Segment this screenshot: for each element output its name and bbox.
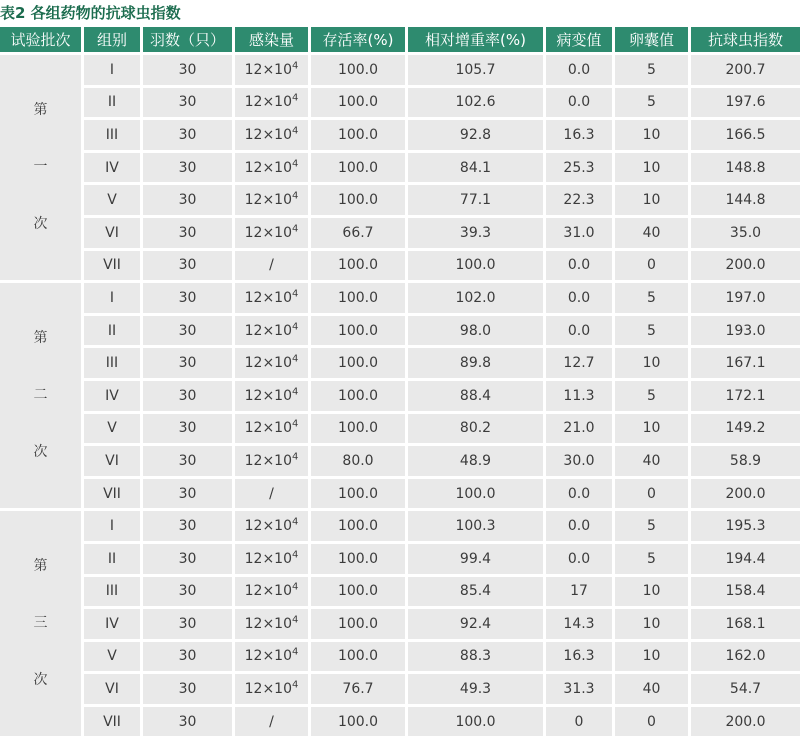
cell-lesion: 25.3 — [546, 153, 615, 186]
infection-exponent: 4 — [291, 646, 299, 658]
cell-survival: 100.0 — [311, 642, 408, 675]
col-header-weight-gain: 相对增重率(%) — [408, 27, 546, 55]
infection-exponent: 4 — [291, 92, 299, 104]
cell-survival: 76.7 — [311, 674, 408, 707]
cell-oocyst: 0 — [615, 251, 691, 284]
cell-infection: $12\times 10^4$ — [235, 348, 311, 381]
cell-index: 168.1 — [691, 609, 800, 642]
batch-label-char: 次 — [33, 444, 48, 461]
table-row — [0, 707, 800, 739]
cell-group: IV — [84, 381, 143, 414]
cell-oocyst: 10 — [615, 642, 691, 675]
cell-infection: $12\times 10^4$ — [235, 218, 311, 251]
cell-birds: 30 — [143, 283, 235, 316]
cell-birds: 30 — [143, 153, 235, 186]
cell-index: 200.0 — [691, 707, 800, 739]
cell-index: 195.3 — [691, 511, 800, 544]
cell-oocyst: 10 — [615, 414, 691, 447]
cell-weight-gain: 102.0 — [408, 283, 546, 316]
cell-birds: 30 — [143, 609, 235, 642]
cell-infection: / — [235, 251, 311, 284]
cell-lesion: 31.3 — [546, 674, 615, 707]
table-row — [0, 153, 800, 186]
batch-label-char: 二 — [33, 387, 48, 404]
batch-vertical-label — [0, 558, 81, 689]
cell-index: 54.7 — [691, 674, 800, 707]
cell-group: VI — [84, 674, 143, 707]
cell-weight-gain: 100.3 — [408, 511, 546, 544]
cell-oocyst: 5 — [615, 316, 691, 349]
infection-exponent: 4 — [291, 386, 299, 398]
cell-birds: 30 — [143, 446, 235, 479]
cell-survival: 100.0 — [311, 153, 408, 186]
cell-weight-gain: 49.3 — [408, 674, 546, 707]
cell-weight-gain: 98.0 — [408, 316, 546, 349]
cell-weight-gain: 92.8 — [408, 120, 546, 153]
col-header-infection: 感染量 — [235, 27, 311, 55]
cell-group: I — [84, 511, 143, 544]
cell-lesion: 0.0 — [546, 544, 615, 577]
cell-birds: 30 — [143, 642, 235, 675]
infection-exponent: 4 — [291, 353, 299, 365]
cell-birds: 30 — [143, 55, 235, 88]
cell-oocyst: 5 — [615, 88, 691, 121]
batch-label-char: 一 — [33, 159, 48, 176]
cell-weight-gain: 84.1 — [408, 153, 546, 186]
cell-weight-gain: 88.3 — [408, 642, 546, 675]
infection-exponent: 4 — [291, 614, 299, 626]
cell-infection: $12\times 10^4$ — [235, 414, 311, 447]
cell-lesion: 14.3 — [546, 609, 615, 642]
cell-index: 200.0 — [691, 251, 800, 284]
table-row — [0, 544, 800, 577]
cell-infection: $12\times 10^4$ — [235, 511, 311, 544]
infection-exponent: 4 — [291, 157, 299, 169]
cell-infection: $12\times 10^4$ — [235, 283, 311, 316]
infection-exponent: 4 — [291, 125, 299, 137]
cell-lesion: 16.3 — [546, 642, 615, 675]
cell-index: 58.9 — [691, 446, 800, 479]
cell-group: I — [84, 283, 143, 316]
cell-weight-gain: 105.7 — [408, 55, 546, 88]
table-row — [0, 609, 800, 642]
cell-birds: 30 — [143, 577, 235, 610]
cell-lesion: 0.0 — [546, 479, 615, 512]
cell-oocyst: 40 — [615, 446, 691, 479]
cell-lesion: 11.3 — [546, 381, 615, 414]
cell-oocyst: 5 — [615, 511, 691, 544]
table-row — [0, 674, 800, 707]
cell-index: 158.4 — [691, 577, 800, 610]
infection-exponent: 4 — [291, 60, 299, 72]
cell-oocyst: 10 — [615, 153, 691, 186]
cell-index: 144.8 — [691, 185, 800, 218]
cell-index: 200.0 — [691, 479, 800, 512]
table-body — [0, 55, 800, 739]
infection-exponent: 4 — [291, 549, 299, 561]
infection-exponent: 4 — [291, 223, 299, 235]
table-row — [0, 577, 800, 610]
cell-infection: $12\times 10^4$ — [235, 55, 311, 88]
col-header-survival: 存活率(%) — [311, 27, 408, 55]
cell-lesion: 12.7 — [546, 348, 615, 381]
cell-birds: 30 — [143, 544, 235, 577]
table-row — [0, 218, 800, 251]
cell-birds: 30 — [143, 381, 235, 414]
col-header-batch: 试验批次 — [0, 27, 84, 55]
table-header — [0, 27, 800, 55]
infection-exponent: 4 — [291, 320, 299, 332]
table-row — [0, 55, 800, 88]
cell-group: IV — [84, 609, 143, 642]
cell-group: III — [84, 120, 143, 153]
cell-lesion: 0.0 — [546, 511, 615, 544]
cell-index: 193.0 — [691, 316, 800, 349]
infection-exponent: 4 — [291, 451, 299, 463]
cell-infection: $12\times 10^4$ — [235, 577, 311, 610]
cell-weight-gain: 100.0 — [408, 707, 546, 739]
cell-lesion: 22.3 — [546, 185, 615, 218]
batch-label-cell-1 — [0, 55, 84, 283]
col-header-lesion: 病变值 — [546, 27, 615, 55]
cell-infection: $12\times 10^4$ — [235, 88, 311, 121]
cell-infection: $12\times 10^4$ — [235, 381, 311, 414]
cell-group: III — [84, 577, 143, 610]
cell-survival: 100.0 — [311, 511, 408, 544]
col-header-birds: 羽数（只） — [143, 27, 235, 55]
cell-index: 166.5 — [691, 120, 800, 153]
cell-birds: 30 — [143, 414, 235, 447]
cell-birds: 30 — [143, 674, 235, 707]
table-row — [0, 316, 800, 349]
cell-group: III — [84, 348, 143, 381]
table-row — [0, 348, 800, 381]
batch-label-char: 三 — [33, 615, 48, 632]
cell-lesion: 16.3 — [546, 120, 615, 153]
infection-exponent: 4 — [291, 516, 299, 528]
cell-weight-gain: 48.9 — [408, 446, 546, 479]
cell-survival: 100.0 — [311, 707, 408, 739]
cell-oocyst: 10 — [615, 185, 691, 218]
cell-oocyst: 5 — [615, 544, 691, 577]
cell-lesion: 17 — [546, 577, 615, 610]
cell-birds: 30 — [143, 185, 235, 218]
cell-index: 149.2 — [691, 414, 800, 447]
cell-lesion: 0 — [546, 707, 615, 739]
cell-infection: $12\times 10^4$ — [235, 316, 311, 349]
cell-oocyst: 10 — [615, 120, 691, 153]
cell-survival: 100.0 — [311, 251, 408, 284]
table-row — [0, 251, 800, 284]
cell-oocyst: 0 — [615, 707, 691, 739]
cell-oocyst: 0 — [615, 479, 691, 512]
cell-index: 172.1 — [691, 381, 800, 414]
cell-weight-gain: 88.4 — [408, 381, 546, 414]
cell-index: 200.7 — [691, 55, 800, 88]
cell-weight-gain: 89.8 — [408, 348, 546, 381]
cell-birds: 30 — [143, 251, 235, 284]
cell-infection: $12\times 10^4$ — [235, 544, 311, 577]
infection-exponent: 4 — [291, 679, 299, 691]
cell-oocyst: 40 — [615, 218, 691, 251]
cell-index: 197.6 — [691, 88, 800, 121]
table-row — [0, 88, 800, 121]
cell-infection: $12\times 10^4$ — [235, 120, 311, 153]
cell-lesion: 0.0 — [546, 55, 615, 88]
cell-survival: 100.0 — [311, 316, 408, 349]
header-row — [0, 27, 800, 55]
cell-group: V — [84, 642, 143, 675]
cell-survival: 100.0 — [311, 283, 408, 316]
cell-oocyst: 5 — [615, 55, 691, 88]
table-row — [0, 479, 800, 512]
cell-infection: $12\times 10^4$ — [235, 446, 311, 479]
cell-survival: 100.0 — [311, 55, 408, 88]
batch-label-char: 次 — [33, 672, 48, 689]
batch-label-char: 第 — [33, 330, 48, 347]
cell-infection: $12\times 10^4$ — [235, 153, 311, 186]
cell-index: 197.0 — [691, 283, 800, 316]
cell-group: V — [84, 414, 143, 447]
batch-label-char: 次 — [33, 216, 48, 233]
infection-exponent: 4 — [291, 190, 299, 202]
cell-index: 35.0 — [691, 218, 800, 251]
cell-group: VI — [84, 446, 143, 479]
cell-oocyst: 5 — [615, 381, 691, 414]
cell-group: IV — [84, 153, 143, 186]
anticoccidial-index-table — [0, 27, 800, 739]
infection-exponent: 4 — [291, 581, 299, 593]
table-row — [0, 511, 800, 544]
cell-lesion: 0.0 — [546, 251, 615, 284]
cell-weight-gain: 80.2 — [408, 414, 546, 447]
cell-group: V — [84, 185, 143, 218]
table-row — [0, 446, 800, 479]
cell-oocyst: 40 — [615, 674, 691, 707]
batch-label-char: 第 — [33, 102, 48, 119]
cell-infection: $12\times 10^4$ — [235, 674, 311, 707]
cell-infection: / — [235, 479, 311, 512]
cell-lesion: 21.0 — [546, 414, 615, 447]
batch-label-cell-3 — [0, 511, 84, 739]
cell-weight-gain: 100.0 — [408, 251, 546, 284]
cell-birds: 30 — [143, 348, 235, 381]
cell-index: 148.8 — [691, 153, 800, 186]
cell-weight-gain: 77.1 — [408, 185, 546, 218]
batch-vertical-label — [0, 330, 81, 461]
cell-birds: 30 — [143, 120, 235, 153]
cell-survival: 100.0 — [311, 577, 408, 610]
cell-weight-gain: 39.3 — [408, 218, 546, 251]
cell-birds: 30 — [143, 479, 235, 512]
cell-infection: $12\times 10^4$ — [235, 609, 311, 642]
cell-lesion: 30.0 — [546, 446, 615, 479]
cell-index: 194.4 — [691, 544, 800, 577]
cell-oocyst: 5 — [615, 283, 691, 316]
cell-survival: 100.0 — [311, 414, 408, 447]
table-row — [0, 414, 800, 447]
cell-survival: 100.0 — [311, 479, 408, 512]
cell-survival: 100.0 — [311, 120, 408, 153]
cell-infection: $12\times 10^4$ — [235, 185, 311, 218]
cell-group: VII — [84, 251, 143, 284]
cell-index: 162.0 — [691, 642, 800, 675]
cell-group: VI — [84, 218, 143, 251]
cell-lesion: 0.0 — [546, 316, 615, 349]
col-header-group: 组别 — [84, 27, 143, 55]
cell-birds: 30 — [143, 316, 235, 349]
table-title: 表2 各组药物的抗球虫指数 — [0, 4, 181, 22]
cell-survival: 100.0 — [311, 88, 408, 121]
table-row — [0, 185, 800, 218]
cell-group: II — [84, 88, 143, 121]
cell-group: VII — [84, 479, 143, 512]
batch-vertical-label — [0, 102, 81, 233]
cell-oocyst: 10 — [615, 577, 691, 610]
cell-infection: / — [235, 707, 311, 739]
table-row — [0, 120, 800, 153]
table-row — [0, 642, 800, 675]
cell-survival: 100.0 — [311, 348, 408, 381]
cell-weight-gain: 102.6 — [408, 88, 546, 121]
cell-weight-gain: 85.4 — [408, 577, 546, 610]
cell-group: II — [84, 544, 143, 577]
cell-weight-gain: 99.4 — [408, 544, 546, 577]
cell-oocyst: 10 — [615, 609, 691, 642]
cell-survival: 100.0 — [311, 609, 408, 642]
table-row — [0, 283, 800, 316]
cell-index: 167.1 — [691, 348, 800, 381]
infection-exponent: 4 — [291, 418, 299, 430]
cell-lesion: 31.0 — [546, 218, 615, 251]
cell-weight-gain: 100.0 — [408, 479, 546, 512]
infection-exponent: 4 — [291, 288, 299, 300]
cell-group: VII — [84, 707, 143, 739]
cell-group: II — [84, 316, 143, 349]
cell-oocyst: 10 — [615, 348, 691, 381]
cell-birds: 30 — [143, 218, 235, 251]
cell-birds: 30 — [143, 707, 235, 739]
cell-group: I — [84, 55, 143, 88]
cell-survival: 80.0 — [311, 446, 408, 479]
cell-birds: 30 — [143, 511, 235, 544]
col-header-index: 抗球虫指数 — [691, 27, 800, 55]
col-header-oocyst: 卵囊值 — [615, 27, 691, 55]
cell-weight-gain: 92.4 — [408, 609, 546, 642]
cell-survival: 100.0 — [311, 381, 408, 414]
batch-label-char: 第 — [33, 558, 48, 575]
cell-survival: 66.7 — [311, 218, 408, 251]
cell-survival: 100.0 — [311, 185, 408, 218]
table-row — [0, 381, 800, 414]
cell-lesion: 0.0 — [546, 88, 615, 121]
cell-infection: $12\times 10^4$ — [235, 642, 311, 675]
cell-lesion: 0.0 — [546, 283, 615, 316]
cell-survival: 100.0 — [311, 544, 408, 577]
cell-birds: 30 — [143, 88, 235, 121]
batch-label-cell-2 — [0, 283, 84, 511]
